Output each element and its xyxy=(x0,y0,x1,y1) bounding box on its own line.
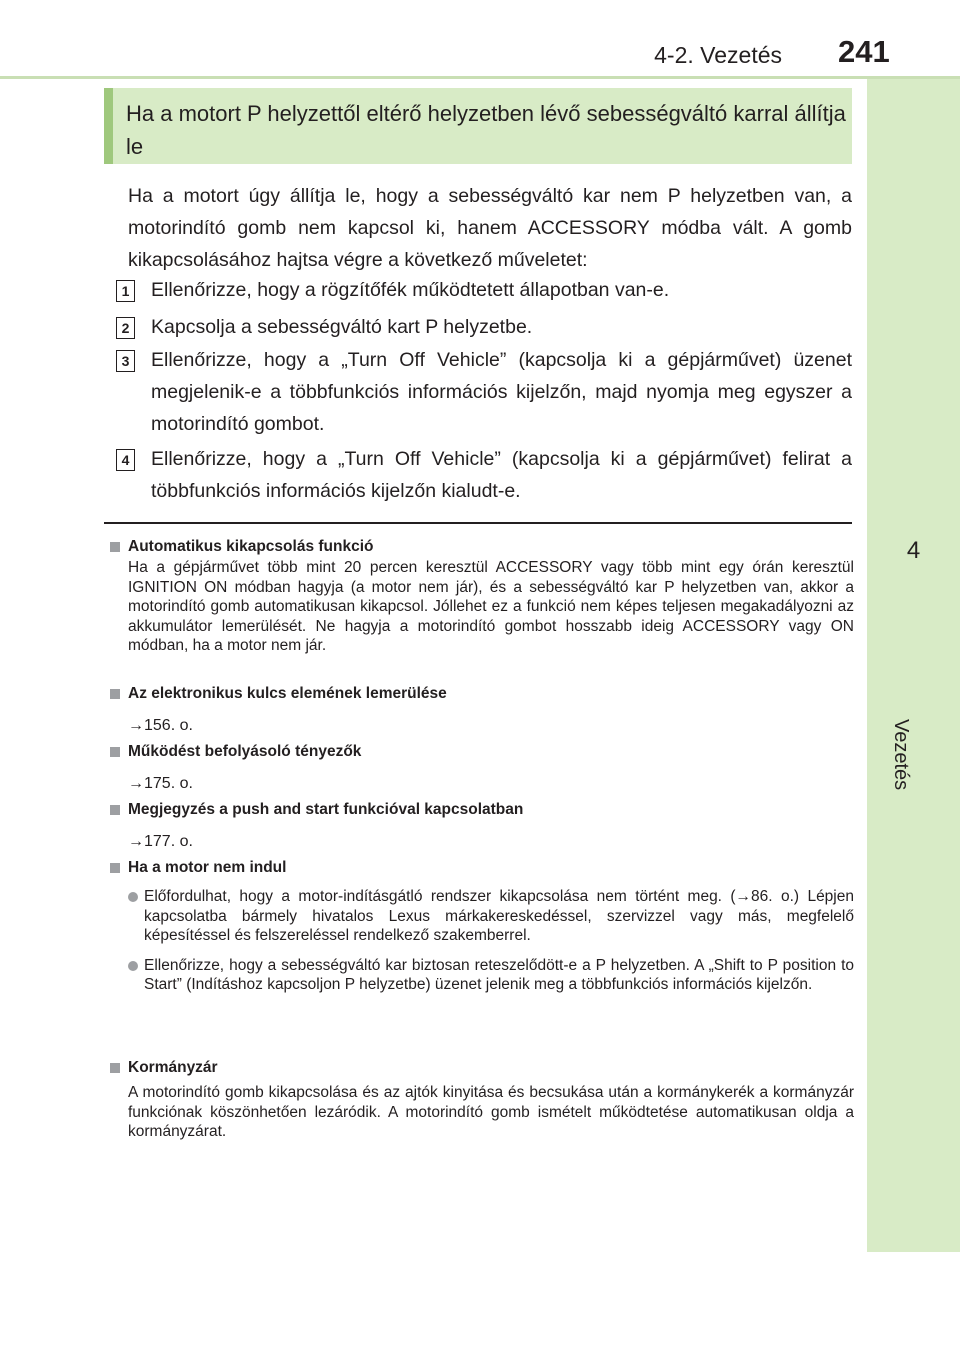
note-heading xyxy=(108,741,854,763)
step-text: Kapcsolja a sebességváltó kart P helyzetbe. xyxy=(151,316,533,338)
note-heading xyxy=(108,799,854,821)
bullet-item xyxy=(108,887,854,946)
note-no-start xyxy=(108,857,854,995)
step-text: Ellenőrizze, hogy a „Turn Off Vehicle” (kapcsolja ki a gépjárművet) felirat a többfunkciós információs kijelzőn kialudt-e. xyxy=(151,448,852,502)
page-reference[interactable]: →175. o. xyxy=(128,775,193,792)
note-auto-off xyxy=(108,536,854,656)
page-number: 241 xyxy=(838,34,890,69)
page-reference[interactable]: →156. o. xyxy=(128,717,193,734)
round-bullet-icon xyxy=(128,892,138,902)
square-bullet-icon xyxy=(110,689,120,699)
note-body: Ha a gépjárművet több mint 20 percen keresztül ACCESSORY vagy több mint egy órán keresztül IGNITION ON módban hagyja (a motor nem jár), és a sebességváltó kar P helyzetben van, akkor a motorindító gomb automatikusan kikapcsol. Jóllehet ez a funkció nem képes teljesen megakadályozni az akkumulátor lemerülését. Ne hagyja a motorindító gombot hosszabb ideig ACCESSORY vagy ON módban, ha a motor nem jár. xyxy=(128,559,854,654)
note-key-battery xyxy=(108,683,854,737)
chapter-side-tab xyxy=(867,79,960,1252)
square-bullet-icon xyxy=(110,747,120,757)
note-heading-text: Ha a motor nem indul xyxy=(128,859,287,876)
bullet-text: Ellenőrizze, hogy a sebességváltó kar biztosan reteszelődött-e a P helyzetben. A „Shift to P position to Start” (Indításhoz kapcsoljon P helyzetbe) üzenet jelenik meg a többfunkciós információs kijelzőn. xyxy=(144,956,854,993)
note-body: A motorindító gomb kikapcsolása és az ajtók kinyitása és becsukása után a kormánykerék a kormányzár funkciónak köszönhetően lezáródik. A motorindító gomb ismételt működtetése automatikusan oldja a kormányzárat. xyxy=(128,1084,854,1140)
square-bullet-icon xyxy=(110,1063,120,1073)
note-heading xyxy=(108,857,854,879)
note-heading-text: Megjegyzés a push and start funkcióval kapcsolatban xyxy=(128,801,524,818)
bullet-item xyxy=(108,956,854,995)
note-heading-text: Az elektronikus kulcs elemének lemerülése xyxy=(128,685,447,702)
note-heading-text: Automatikus kikapcsolás funkció xyxy=(128,538,374,555)
section-heading-box xyxy=(104,88,852,164)
note-factors xyxy=(108,741,854,795)
note-heading xyxy=(108,536,854,558)
chapter-label: Vezetés xyxy=(890,719,912,791)
round-bullet-icon xyxy=(128,961,138,971)
note-heading xyxy=(108,683,854,705)
chapter-number: 4 xyxy=(906,537,921,564)
step-number-badge: 2 xyxy=(116,317,135,339)
square-bullet-icon xyxy=(110,542,120,552)
note-heading-text: Működést befolyásoló tényezők xyxy=(128,743,362,760)
note-heading xyxy=(108,1057,854,1079)
note-push-start xyxy=(108,799,854,853)
header-rule xyxy=(0,76,960,79)
square-bullet-icon xyxy=(110,805,120,815)
step-text: Ellenőrizze, hogy a rögzítőfék működtetett állapotban van-e. xyxy=(151,279,670,301)
section-divider xyxy=(104,522,852,524)
note-steering-lock xyxy=(108,1057,854,1142)
bullet-text: Előfordulhat, hogy a motor-indításgátló rendszer kikapcsolása nem történt meg. (→86. o.) Lépjen kapcsolatba bármely hivatalos Lexus márkakereskedéssel, szervizzel vagy más, megfelelő képesítéssel és felszereléssel rendelkező szakemberrel. xyxy=(144,888,854,944)
section-heading: Ha a motort P helyzettől eltérő helyzetben lévő sebességváltó karral állítja le xyxy=(126,101,846,159)
step-number-badge: 4 xyxy=(116,449,135,471)
note-heading-text: Kormányzár xyxy=(128,1059,218,1076)
step-number-badge: 3 xyxy=(116,350,135,372)
intro-paragraph: Ha a motort úgy állítja le, hogy a sebességváltó kar nem P helyzetben van, a motorindító gomb nem kapcsol ki, hanem ACCESSORY módba vált. A gomb kikapcsolásához hajtsa végre a következő műveletet: xyxy=(128,185,852,271)
step-number-badge: 1 xyxy=(116,280,135,302)
step-text: Ellenőrizze, hogy a „Turn Off Vehicle” (kapcsolja ki a gépjárművet) üzenet megjelenik-e a többfunkciós információs kijelzőn, majd nyomja meg egyszer a motorindító gombot. xyxy=(151,349,852,435)
page-reference[interactable]: →177. o. xyxy=(128,833,193,850)
square-bullet-icon xyxy=(110,863,120,873)
section-title: 4-2. Vezetés xyxy=(654,42,782,68)
